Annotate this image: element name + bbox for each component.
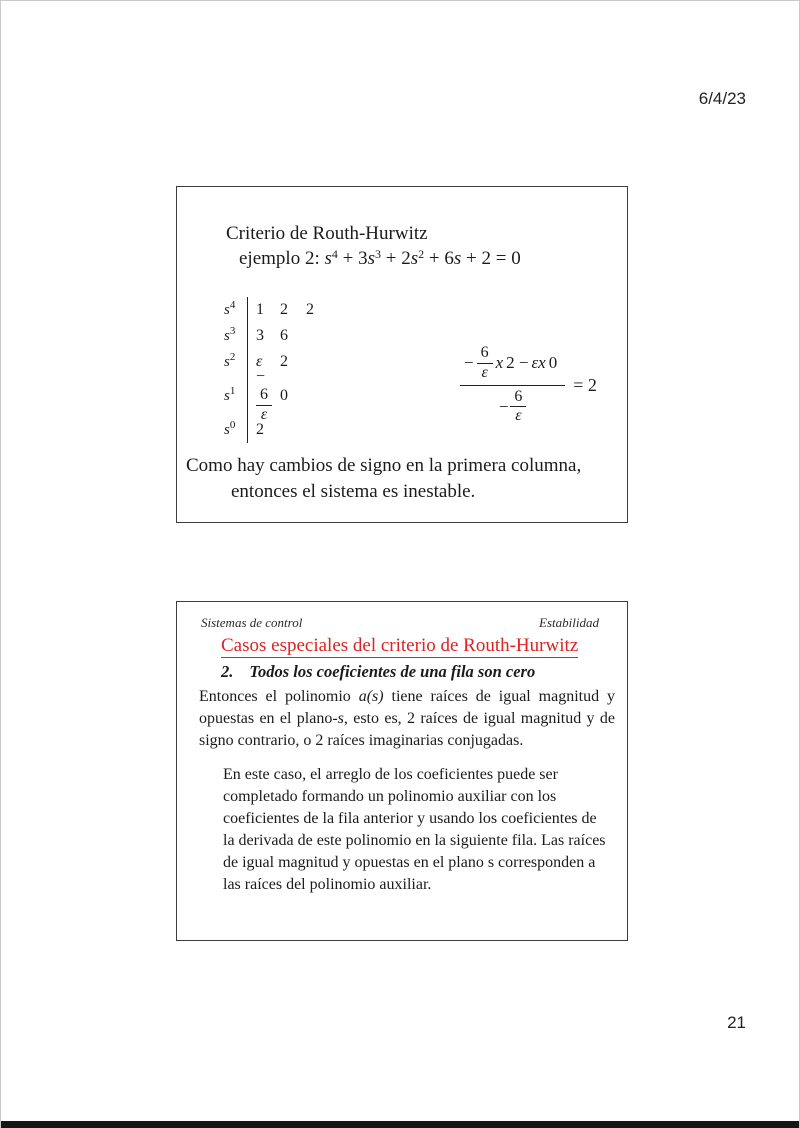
routh-value: 2 (306, 301, 314, 318)
routh-value: 2 (256, 421, 264, 438)
calc-numerator: − $\frac{6}{\varepsilon}$ x 2 − εx 0 (460, 345, 565, 386)
routh-value: 1 (256, 301, 264, 318)
item-title: Todos los coeficientes de una fila son cero (249, 662, 536, 681)
item-number: 2. (221, 662, 234, 681)
routh-power-label: s 1 (224, 375, 248, 417)
conclusion-line-2: entonces el sistema es inestable. (231, 481, 476, 502)
routh-table (224, 297, 328, 443)
routh-power-label: s 3 (224, 323, 248, 349)
routh-row (224, 297, 328, 323)
page-bottom-bar (1, 1121, 799, 1128)
slide2-header-right: Estabilidad (539, 615, 599, 630)
slide2-header-left: Sistemas de control (201, 615, 303, 630)
polynomial: $s^4 + 3s^3 + 2s^2 + 6s + 2 = 0$ (324, 247, 521, 269)
calc-denominator: − $\frac{6}{\varepsilon}$ (499, 386, 527, 426)
routh-power-label: s 2 (224, 349, 248, 375)
slide-1 (176, 186, 628, 523)
routh-value: 0 (280, 387, 288, 404)
calc-result: = 2 (573, 374, 597, 395)
page-number: 21 (727, 1013, 746, 1032)
slide2-header (201, 615, 599, 631)
example-equation (239, 247, 521, 270)
slide2-item-heading (221, 662, 535, 682)
slide1-title: Criterio de Routh-Hurwitz (226, 223, 428, 244)
routh-value: 2 (280, 353, 288, 370)
conclusion-text (186, 453, 581, 505)
routh-row (224, 323, 328, 349)
conclusion-line-1: Como hay cambios de signo en la primera columna, (186, 455, 582, 476)
routh-value: 3 (256, 327, 264, 344)
routh-value-epsilon: ε (256, 353, 263, 370)
epsilon-limit-calculation (460, 345, 597, 425)
routh-row (224, 368, 328, 423)
routh-row (224, 417, 328, 443)
example-label: ejemplo 2: (239, 248, 320, 269)
slide2-title: Casos especiales del criterio de Routh-Hurwitz (221, 635, 579, 656)
slide2-paragraph-1: Entonces el polinomio a(s) tiene raíces de igual magnitud y opuestas en el plano-s, esto es, 2 raíces de igual magnitud y de signo contrario, o 2 raíces imaginarias conjugadas. (199, 688, 615, 749)
routh-power-label: s 0 (224, 417, 248, 443)
routh-value: 6 (280, 327, 288, 344)
routh-power-label: s 4 (224, 297, 248, 323)
date-label: 6/4/23 (698, 89, 746, 108)
routh-value: 2 (280, 301, 288, 318)
calc-big-fraction (460, 345, 565, 425)
slide-2 (176, 601, 628, 941)
routh-value-fraction: − $\frac{6}{\varepsilon}$ (248, 368, 280, 424)
slide2-paragraph-2: En este caso, el arreglo de los coeficientes puede ser completado formando un polinomio auxiliar con los coeficientes de la fila anterior y usando los coeficientes de la derivada de este polinomio en la siguiente fila. Las raíces de igual magnitud y opuestas en el plano s corresponden a las raíces del polinomio auxiliar. (223, 766, 606, 893)
